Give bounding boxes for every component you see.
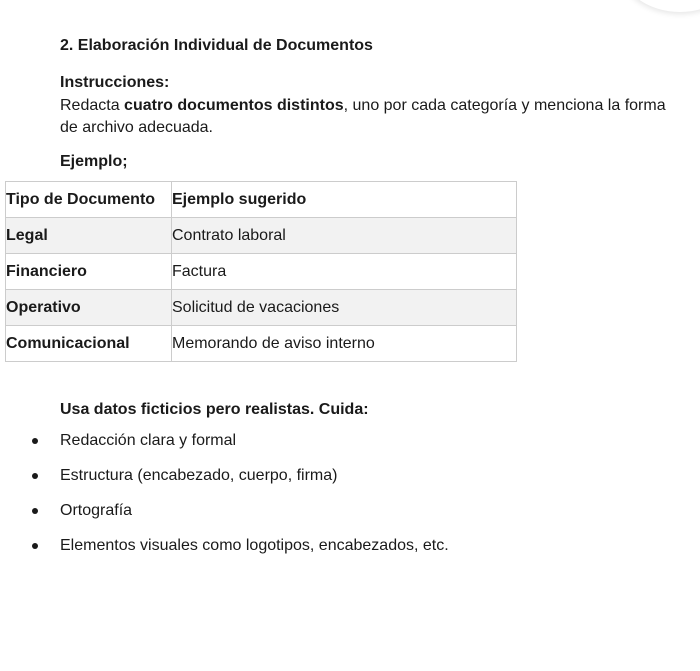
document-types-table <box>5 181 517 362</box>
checklist <box>0 430 449 570</box>
list-item <box>0 430 449 465</box>
table-header-row <box>6 182 517 218</box>
bullet-icon <box>32 543 38 549</box>
section-heading: 2. Elaboración Individual de Documentos <box>60 37 373 54</box>
table-row <box>6 218 517 254</box>
table-row <box>6 326 517 362</box>
instructions-text <box>60 95 670 139</box>
list-item-text: Redacción clara y formal <box>60 432 237 449</box>
table-row <box>6 254 517 290</box>
bullet-icon <box>32 508 38 514</box>
cell-tipo: Legal <box>6 218 172 254</box>
header-tipo: Tipo de Documento <box>6 182 172 218</box>
instructions-text-bold: cuatro documentos distintos <box>124 97 344 114</box>
cell-ejemplo: Factura <box>172 254 517 290</box>
instructions-text-after: , uno por cada categoría y menciona la forma de archivo adecuada. <box>60 97 666 136</box>
cell-tipo: Comunicacional <box>6 326 172 362</box>
example-label: Ejemplo; <box>60 153 128 170</box>
list-item <box>0 500 449 535</box>
bullet-icon <box>32 473 38 479</box>
cell-ejemplo: Memorando de aviso interno <box>172 326 517 362</box>
list-item-text: Estructura (encabezado, cuerpo, firma) <box>60 467 338 484</box>
instructions-text-before: Redacta <box>60 97 125 114</box>
cell-ejemplo: Solicitud de vacaciones <box>172 290 517 326</box>
list-item-text: Elementos visuales como logotipos, encabezados, etc. <box>60 537 449 554</box>
cell-tipo: Operativo <box>6 290 172 326</box>
list-item <box>0 535 449 570</box>
footer-note: Usa datos ficticios pero realistas. Cuida: <box>60 401 369 418</box>
list-item-text: Ortografía <box>60 502 133 519</box>
table-row <box>6 290 517 326</box>
list-item <box>0 465 449 500</box>
bullet-icon <box>32 438 38 444</box>
cell-ejemplo: Contrato laboral <box>172 218 517 254</box>
header-ejemplo: Ejemplo sugerido <box>172 182 517 218</box>
cell-tipo: Financiero <box>6 254 172 290</box>
corner-decoration <box>620 0 700 12</box>
instructions-label: Instrucciones: <box>60 74 170 91</box>
